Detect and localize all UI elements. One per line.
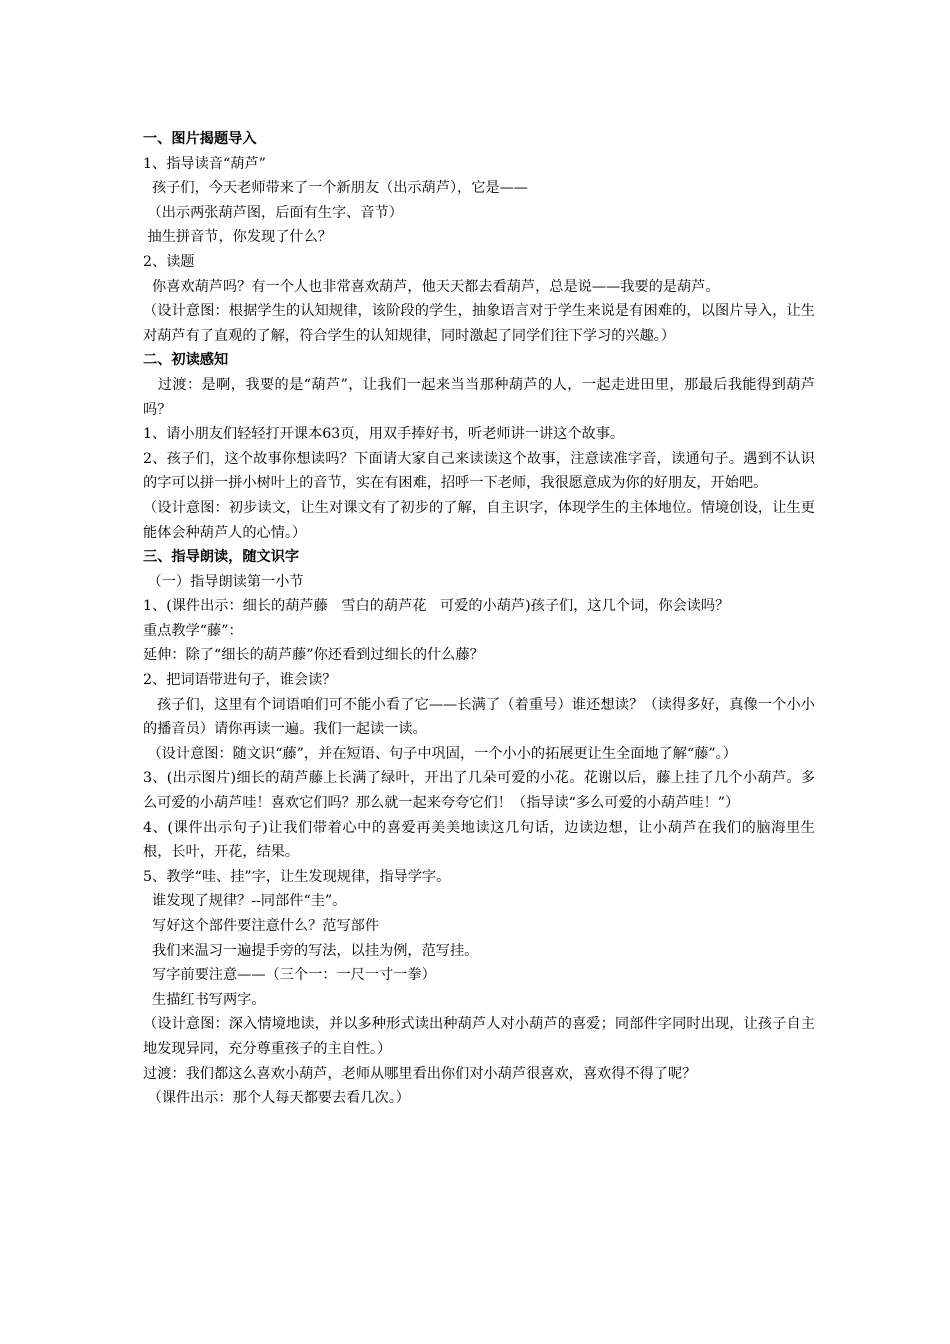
paragraph-line: 写字前要注意——（三个一：一尺一寸一拳） <box>143 967 436 984</box>
paragraph-line: 1、请小朋友们轻轻打开课本63页，用双手捧好书，听老师讲一讲这个故事。 <box>143 426 625 443</box>
paragraph-line: 5、教学“哇、挂”字，让生发现规律，指导学字。 <box>143 868 451 885</box>
paragraph-line: （一）指导朗读第一小节 <box>143 573 304 590</box>
document-page <box>143 127 815 1111</box>
paragraph-line: 抽生拼音节，你发现了什么？ <box>143 229 332 246</box>
paragraph-line: （设计意图：随文识“藤”，并在短语、句子中巩固，一个小小的拓展更让生全面地了解“藤”。） <box>143 745 737 762</box>
paragraph-line: 过渡：我们都这么喜欢小葫芦，老师从哪里看出你们对小葫芦很喜欢，喜欢得不得了呢？ <box>143 1065 697 1082</box>
paragraph-line: 孩子们，今天老师带来了一个新朋友（出示葫芦），它是—— <box>143 180 528 197</box>
section-heading: 三、指导朗读，随文识字 <box>143 549 300 566</box>
paragraph-line: 1、指导读音“葫芦” <box>143 155 266 172</box>
paragraph-line: 2、读题 <box>143 253 195 270</box>
paragraph-line: 2、把词语带进句子，谁会读？ <box>143 672 337 689</box>
paragraph-line: 写好这个部件要注意什么？范写部件 <box>143 918 380 934</box>
paragraph-line: （课件出示：那个人每天都要去看几次。） <box>143 1090 410 1107</box>
paragraph-line: 孩子们，这里有个词语咱们可不能小看了它——长满了（着重号）谁还想读？（读得多好，真像一个小小的播音员）请你再读一遍。我们一起读一读。 <box>143 696 815 738</box>
paragraph-line: （设计意图：根据学生的认知规律，该阶段的学生，抽象语言对于学生来说是有困难的，以图片导入，让生对葫芦有了直观的了解，符合学生的认知规律，同时激起了同学们往下学习的兴趣。） <box>143 303 815 344</box>
paragraph-line: 过渡：是啊，我要的是“葫芦”，让我们一起来当当那种葫芦的人，一起走进田里，那最后我能得到葫芦吗？ <box>143 376 815 418</box>
paragraph-line: 4、(课件出示句子)让我们带着心中的喜爱再美美地读这几句话，边读边想，让小葫芦在我们的脑海里生根，长叶，开花，结果。 <box>143 819 815 861</box>
paragraph-line: （设计意图：深入情境地读，并以多种形式读出种葫芦人对小葫芦的喜爱；同部件字同时出现，让孩子自主地发现异同，充分尊重孩子的主自性。） <box>143 1016 815 1057</box>
section-heading: 二、初读感知 <box>143 352 229 369</box>
paragraph-line: 重点教学“藤”： <box>143 622 243 639</box>
paragraph-line: 我们来温习一遍提手旁的写法，以挂为例，范写挂。 <box>143 942 479 959</box>
paragraph-line: （设计意图：初步读文，让生对课文有了初步的了解，自主识字，体现学生的主体地位。情境创设，让生更能体会种葫芦人的心情。） <box>143 499 815 541</box>
paragraph-line: 你喜欢葫芦吗？有一个人也非常喜欢葫芦，他天天都去看葫芦，总是说——我要的是葫芦。 <box>143 278 720 295</box>
paragraph-line: 谁发现了规律？--同部件“圭”。 <box>143 893 347 910</box>
paragraph-line: 3、(出示图片)细长的葫芦藤上长满了绿叶，开出了几朵可爱的小花。花谢以后，藤上挂了几个小葫芦。多么可爱的小葫芦哇！喜欢它们吗？那么就一起来夸夸它们！（指导读“多么可爱的小葫芦哇！”） <box>143 770 815 812</box>
paragraph-line: 延伸：除了“细长的葫芦藤”你还看到过细长的什么藤？ <box>143 647 484 664</box>
section-heading: 一、图片揭题导入 <box>143 131 257 147</box>
paragraph-line: 生描红书写两字。 <box>143 991 266 1008</box>
paragraph-line: （出示两张葫芦图，后面有生字、音节） <box>143 204 403 221</box>
paragraph-line: 2、孩子们，这个故事你想读吗？下面请大家自己来读读这个故事，注意读准字音，读通句子。遇到不认识的字可以拼一拼小树叶上的音节，实在有困难，招呼一下老师，我很愿意成为你的好朋友，开始吧。 <box>143 450 815 492</box>
paragraph-line: 1、(课件出示：细长的葫芦藤 雪白的葫芦花 可爱的小葫芦)孩子们，这几个词，你会读吗？ <box>143 598 730 615</box>
